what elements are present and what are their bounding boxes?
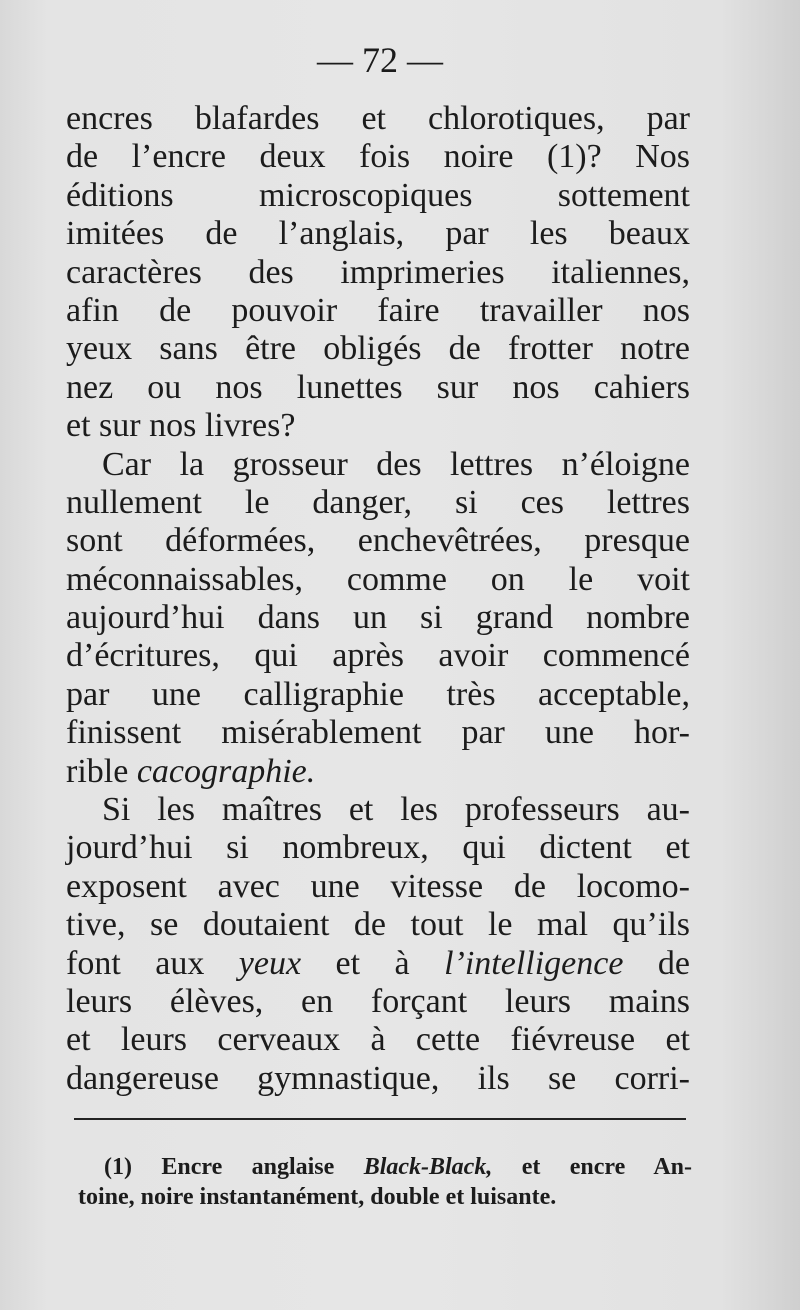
text-line: tive, se doutaient de tout le mal qu’ils (66, 906, 690, 944)
text-line: caractères des imprimeries italiennes, (66, 253, 690, 291)
text-line (66, 753, 690, 791)
italic-text: yeux (238, 944, 302, 982)
text-line: méconnaissables, comme on le voit (66, 560, 690, 598)
text-line: sont déformées, enchevêtrées, presque (66, 522, 690, 560)
paragraph-2 (66, 446, 690, 792)
text-line: par une calligraphie très acceptable, (66, 675, 690, 713)
paragraph-1 (66, 100, 690, 446)
footnote-rule (74, 1118, 686, 1120)
text-line: leurs élèves, en forçant leurs mains (66, 982, 690, 1020)
footnote-line (78, 1152, 692, 1182)
footnote-line: toine, noire instantanément, double et luisante. (78, 1184, 557, 1210)
text-line: finissent misérablement par une hor- (66, 714, 690, 752)
text-line: nez ou nos lunettes sur nos cahiers (66, 368, 690, 406)
text-line: et sur nos livres? (66, 407, 296, 445)
text-line: yeux sans être obligés de frotter notre (66, 330, 690, 368)
text-run: font aux (66, 944, 239, 982)
italic-text: cacographie. (136, 752, 316, 790)
italic-text: l’intelligence (444, 944, 624, 982)
footnote (78, 1152, 692, 1212)
text-line: aujourd’hui dans un si grand nombre (66, 599, 690, 637)
text-run: rible (66, 752, 137, 790)
text-line: de l’encre deux fois noire (1)? Nos (66, 138, 690, 176)
text-line: Si les maîtres et les professeurs au- (102, 791, 690, 829)
text-line: dangereuse gymnastique, ils se corri- (66, 1059, 690, 1097)
text-run: (1) Encre anglaise (104, 1154, 364, 1180)
italic-text: Black-Black, (363, 1154, 493, 1180)
text-line: imitées de l’anglais, par les beaux (66, 215, 690, 253)
body-text (66, 100, 690, 1098)
text-line: encres blafardes et chlorotiques, par (66, 100, 690, 137)
paragraph-3 (66, 791, 690, 1098)
page-number: — 72 — (317, 40, 443, 80)
text-line: nullement le danger, si ces lettres (66, 483, 690, 521)
text-line: jourd’hui si nombreux, qui dictent et (66, 829, 690, 867)
text-run: de (623, 944, 691, 982)
text-line: Car la grosseur des lettres n’éloigne (102, 445, 690, 483)
text-line: d’écritures, qui après avoir commencé (66, 637, 690, 675)
text-line: afin de pouvoir faire travailler nos (66, 291, 690, 329)
text-run: et encre An- (492, 1154, 693, 1180)
text-line: exposent avec une vitesse de locomo- (66, 867, 690, 905)
text-run: et à (301, 944, 445, 982)
text-line (66, 945, 690, 983)
text-line: éditions microscopiques sottement (66, 176, 690, 214)
text-line: et leurs cerveaux à cette fiévreuse et (66, 1021, 690, 1059)
